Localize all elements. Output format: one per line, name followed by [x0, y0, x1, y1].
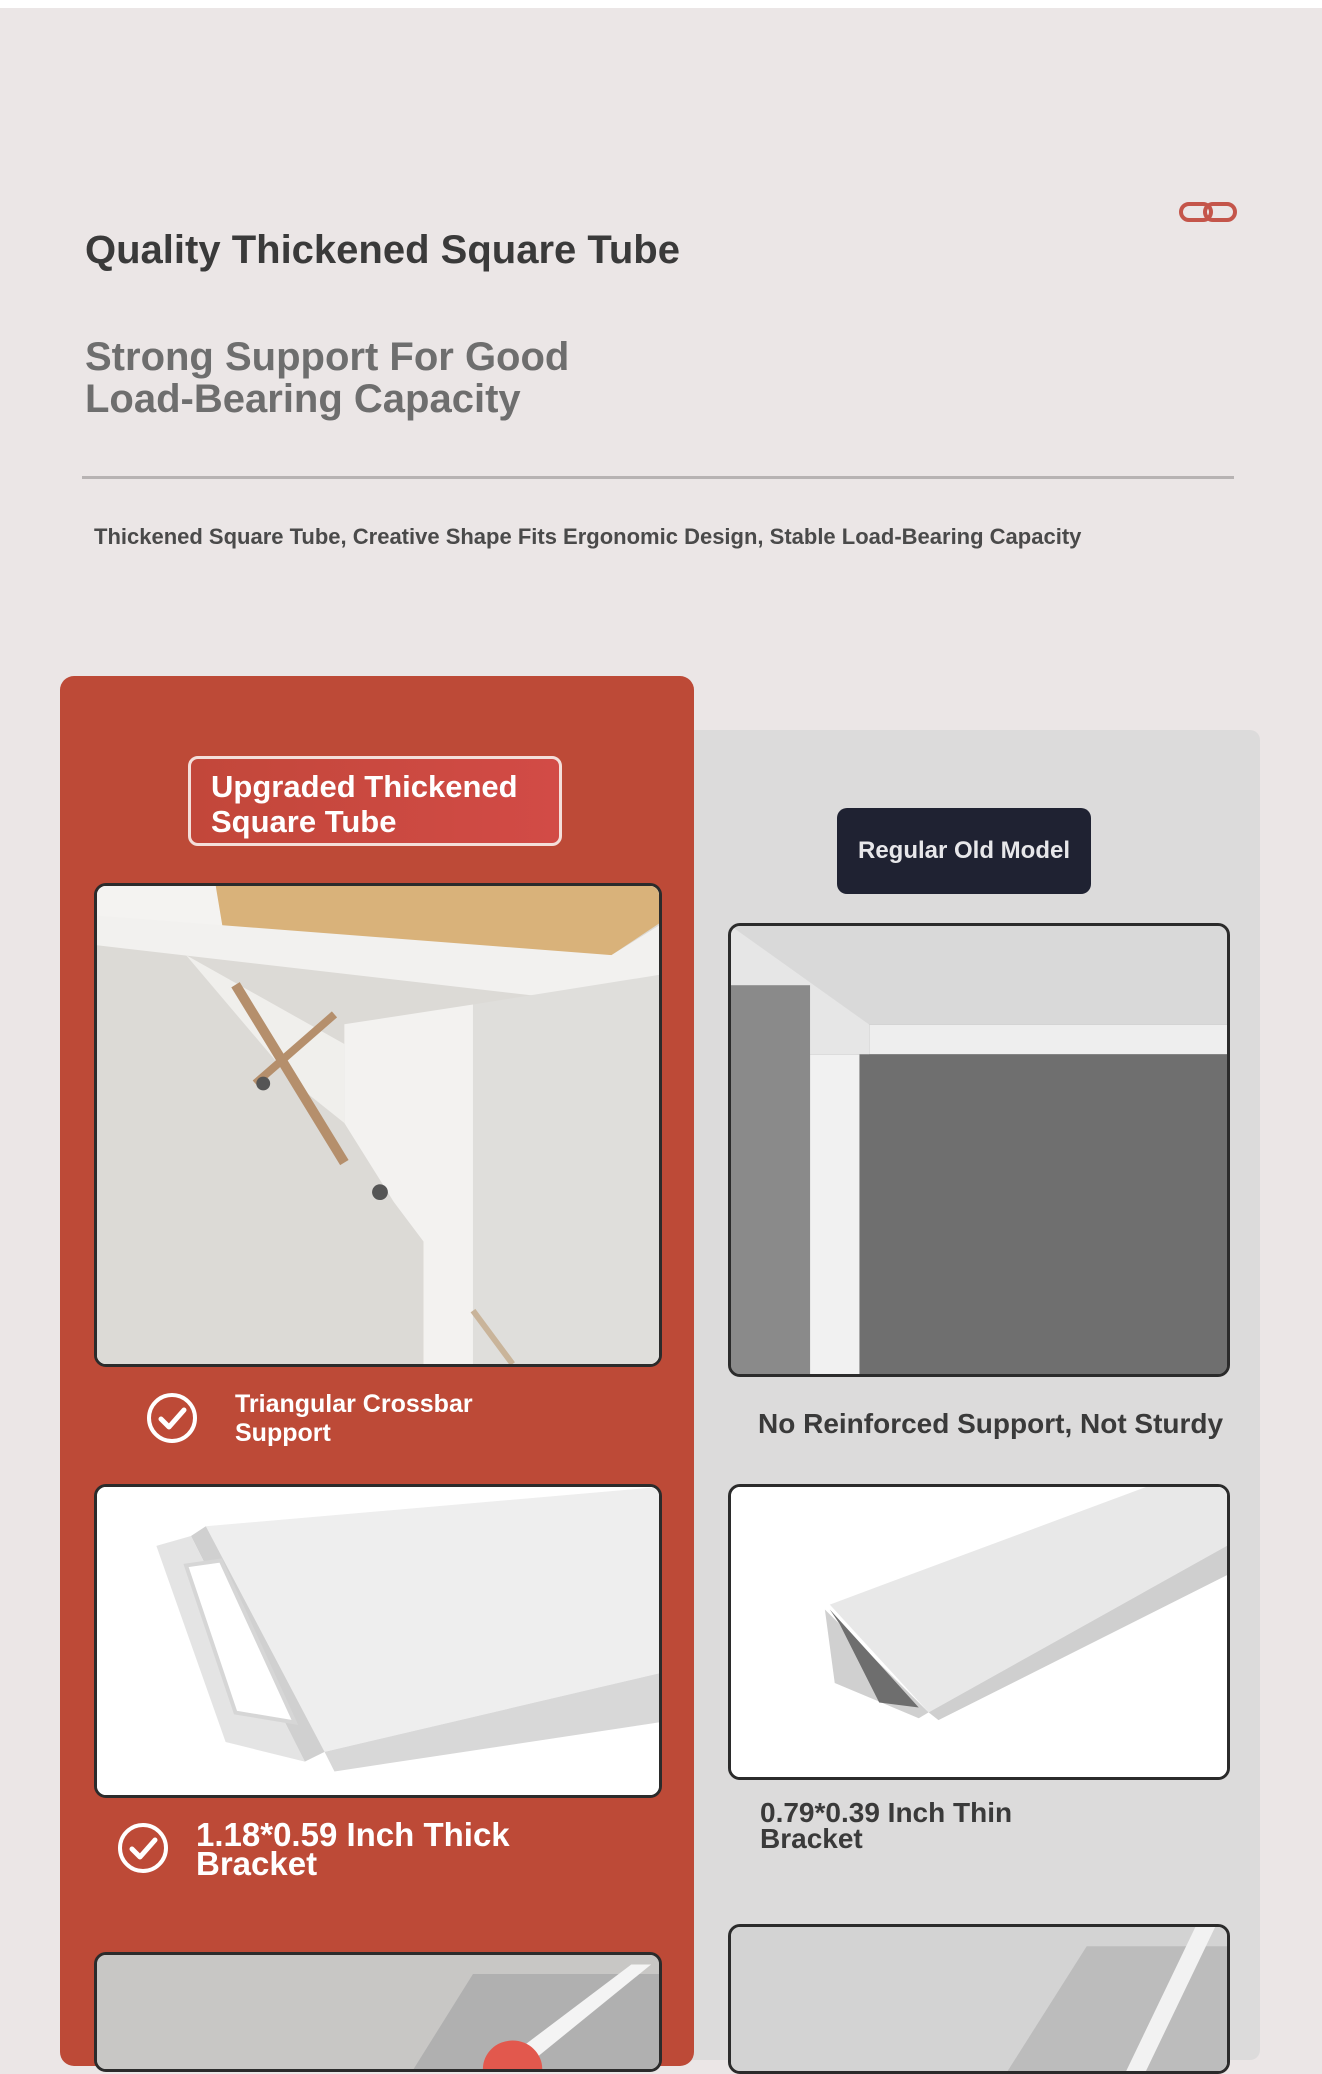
- feature-description: Thickened Square Tube, Creative Shape Fits Ergonomic Design, Stable Load-Bearing Capacity: [94, 524, 1082, 549]
- upgraded-thick-tube-photo: [94, 1484, 662, 1798]
- upgraded-feature-2: 1.18*0.59 Inch Thick Bracket: [196, 1816, 510, 1882]
- upgraded-crossbar-photo: [94, 883, 662, 1367]
- section-divider: [82, 476, 1234, 479]
- regular-corner-photo: [728, 923, 1230, 1377]
- regular-detail-photo: [728, 1924, 1230, 2074]
- check-circle-icon: [115, 1820, 171, 1876]
- regular-thin-tube-photo: [728, 1484, 1230, 1780]
- page-subtitle: Strong Support For Good Load-Bearing Capacity: [85, 335, 570, 421]
- check-circle-icon: [144, 1390, 200, 1446]
- upgraded-model-badge: Upgraded Thickened Square Tube: [188, 756, 562, 846]
- page-title: Quality Thickened Square Tube: [85, 228, 680, 272]
- top-edge: [0, 0, 1322, 8]
- regular-model-badge: Regular Old Model: [837, 808, 1091, 894]
- link-icon: [1178, 198, 1238, 226]
- upgraded-feature-1: Triangular Crossbar Support: [235, 1390, 473, 1447]
- regular-feature-2: 0.79*0.39 Inch Thin Bracket: [760, 1797, 1013, 1854]
- upgraded-detail-photo: [94, 1952, 662, 2072]
- regular-feature-1: No Reinforced Support, Not Sturdy: [758, 1408, 1224, 1439]
